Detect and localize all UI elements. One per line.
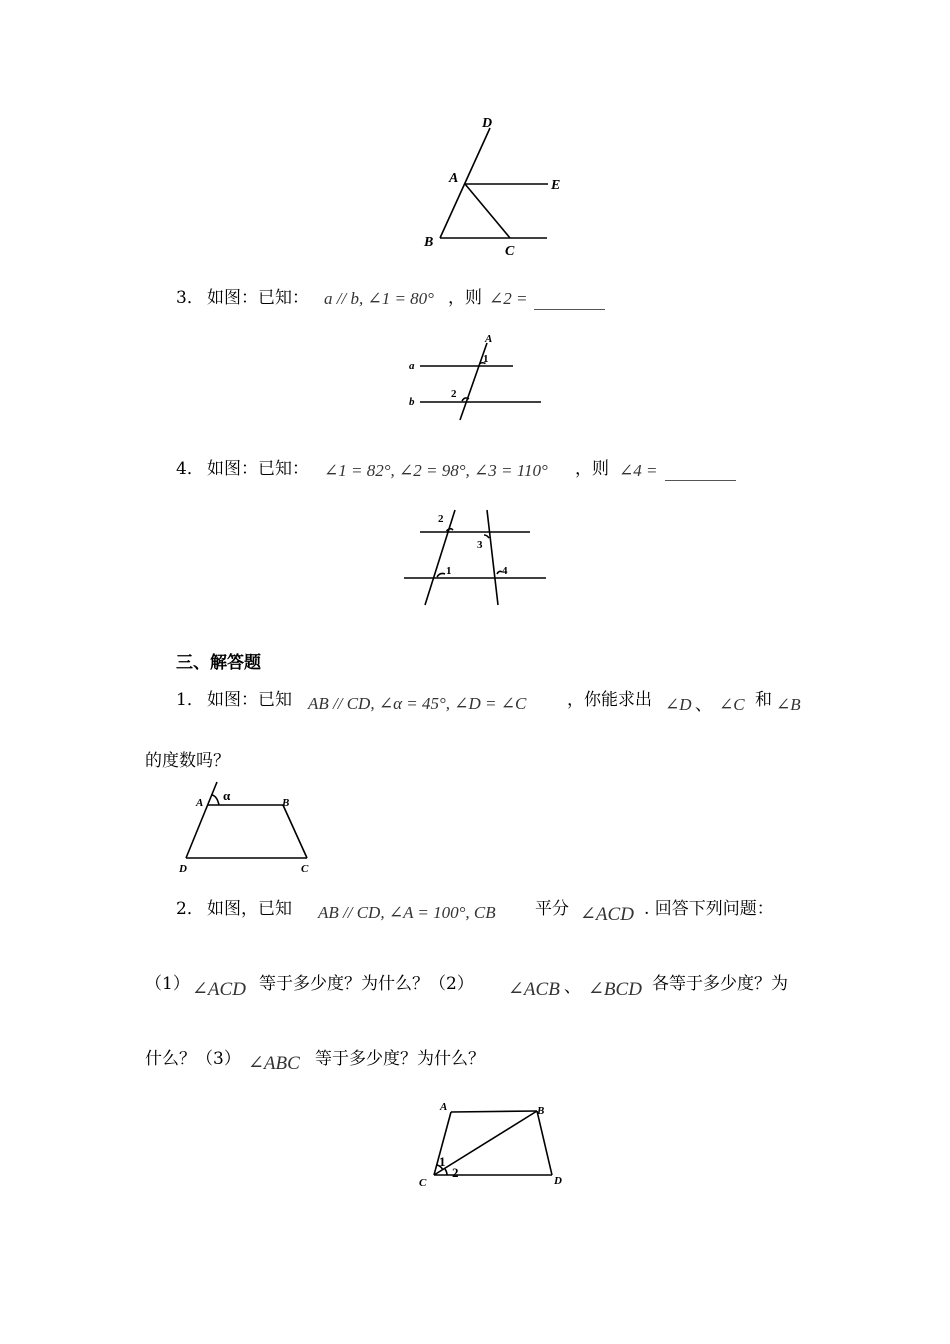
s2-p1-math: ∠ACD bbox=[192, 979, 246, 1000]
line-BC bbox=[283, 805, 307, 858]
s2-bisect: 平分 bbox=[535, 899, 569, 919]
s2-after: . 回答下列问题： bbox=[644, 899, 774, 919]
arc-2 bbox=[445, 1169, 447, 1175]
s2-p3-math: ∠ABC bbox=[248, 1053, 300, 1074]
q3-prefix: 如图：已知： bbox=[207, 288, 309, 308]
line-AB bbox=[451, 1111, 537, 1112]
label-B: B bbox=[537, 1105, 545, 1117]
q4-condition: ∠1 = 82°, ∠2 = 98°, ∠3 = 110° bbox=[324, 461, 548, 480]
q3-answer-blank[interactable] bbox=[534, 309, 605, 310]
figure-s1 bbox=[175, 780, 325, 880]
s2-acd: ∠ACD bbox=[580, 904, 634, 925]
line-BD bbox=[440, 128, 490, 238]
label-1: 1 bbox=[483, 353, 489, 365]
label-A: A bbox=[196, 797, 204, 809]
label-A: A bbox=[440, 1101, 448, 1113]
figure-q3 bbox=[405, 330, 550, 425]
s1-angle-C: ∠C bbox=[719, 695, 745, 714]
label-E: E bbox=[551, 178, 561, 193]
s2-p2-text: 各等于多少度？为 bbox=[652, 974, 788, 994]
label-A: A bbox=[449, 171, 459, 186]
arc-alpha bbox=[212, 795, 219, 805]
label-C: C bbox=[301, 863, 309, 875]
label-C: C bbox=[505, 244, 515, 259]
s2-p2-sep: 、 bbox=[564, 977, 581, 997]
s1-angle-B: ∠B bbox=[776, 695, 801, 714]
figure-q4 bbox=[400, 505, 550, 610]
q3-then: ，则 bbox=[448, 288, 482, 308]
label-a: a bbox=[409, 360, 415, 372]
s2-p1-text: 等于多少度？为什么？（2） bbox=[259, 974, 474, 994]
label-A: A bbox=[485, 333, 493, 345]
s1-number: 1． bbox=[176, 690, 204, 710]
q3-number: 3． bbox=[176, 288, 204, 308]
line-AC bbox=[465, 184, 510, 238]
s2-p3-text: 等于多少度？为什么？ bbox=[315, 1049, 485, 1069]
q4-answer-blank[interactable] bbox=[665, 480, 736, 481]
s2-prefix: 如图，已知 bbox=[207, 899, 292, 919]
arc-1 bbox=[437, 573, 445, 577]
label-D: D bbox=[179, 863, 187, 875]
s2-p2-cont: 什么？（3） bbox=[145, 1049, 241, 1069]
line-BD bbox=[537, 1111, 552, 1175]
label-C: C bbox=[419, 1177, 427, 1189]
transversal-right bbox=[487, 510, 498, 605]
s1-sep: 、 bbox=[695, 695, 712, 715]
label-3: 3 bbox=[477, 539, 483, 551]
label-2: 2 bbox=[452, 1165, 459, 1180]
s1-mid: ，你能求出 bbox=[567, 690, 652, 710]
s2-number: 2． bbox=[176, 899, 204, 919]
arc-2 bbox=[447, 529, 454, 531]
line-AD-extended bbox=[186, 782, 217, 858]
arc-3 bbox=[484, 535, 489, 538]
figure-top bbox=[415, 110, 585, 260]
section-title: 三、解答题 bbox=[176, 653, 261, 673]
label-b: b bbox=[409, 396, 415, 408]
label-1: 1 bbox=[439, 1154, 446, 1169]
q4-number: 4． bbox=[176, 459, 204, 479]
q4-then: ，则 bbox=[575, 459, 609, 479]
s2-p1: （1） bbox=[145, 974, 190, 994]
s1-cont: 的度数吗？ bbox=[145, 751, 230, 771]
label-D: D bbox=[482, 116, 493, 131]
label-1: 1 bbox=[446, 565, 452, 577]
s1-condition: AB // CD, ∠α = 45°, ∠D = ∠C bbox=[308, 694, 527, 713]
s2-condition: AB // CD, ∠A = 100°, CB bbox=[318, 903, 496, 922]
label-2: 2 bbox=[438, 513, 444, 525]
s2-p2-math2: ∠BCD bbox=[588, 979, 642, 1000]
q3-ask: ∠2 = bbox=[489, 289, 528, 308]
label-2: 2 bbox=[451, 388, 457, 400]
s1-and: 和 bbox=[755, 690, 772, 710]
q3-condition: a // b, ∠1 = 80° bbox=[324, 289, 434, 308]
label-D: D bbox=[554, 1175, 562, 1187]
label-B: B bbox=[282, 797, 290, 809]
figure-s2 bbox=[410, 1095, 585, 1195]
q4-ask: ∠4 = bbox=[619, 461, 658, 480]
label-4: 4 bbox=[502, 565, 508, 577]
q4-prefix: 如图：已知： bbox=[207, 459, 309, 479]
label-B: B bbox=[424, 235, 434, 250]
label-alpha: α bbox=[223, 788, 231, 803]
s1-prefix: 如图：已知 bbox=[207, 690, 292, 710]
s2-p2-math1: ∠ACB bbox=[508, 979, 560, 1000]
s1-angle-D: ∠D bbox=[665, 695, 692, 714]
